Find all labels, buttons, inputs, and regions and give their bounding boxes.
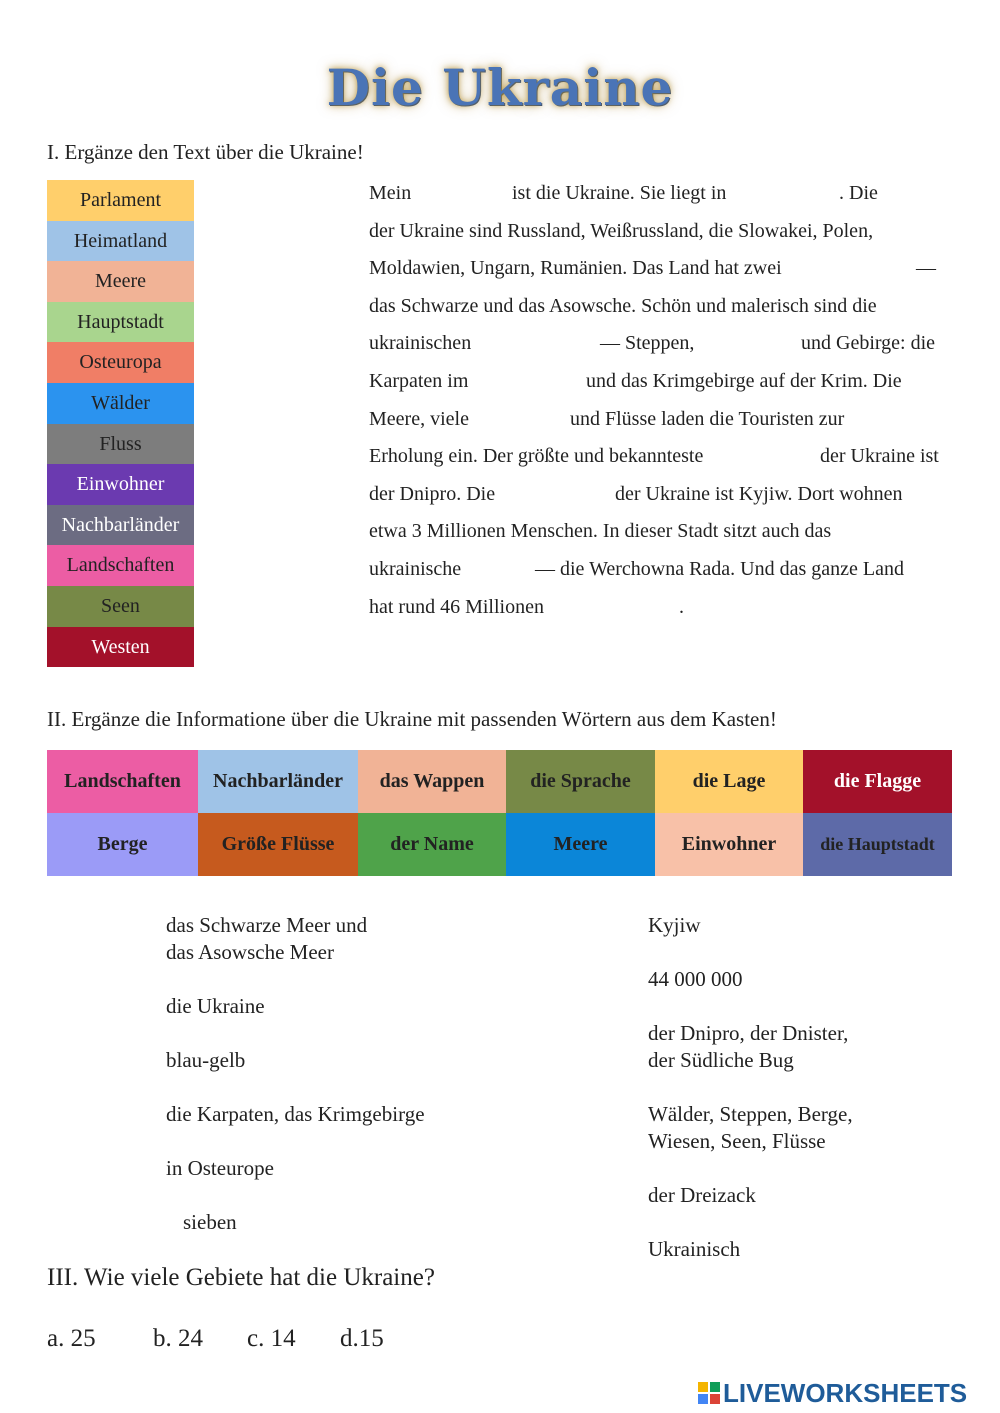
text-segment: Moldawien, Ungarn, Rumänien. Das Land hat zwei [369,257,782,280]
text-segment: hat rund 46 Millionen [369,595,544,618]
info-item[interactable] [166,1101,425,1128]
answer-option-b[interactable]: b. 24 [153,1325,203,1352]
category-cell: Größe Flüsse [198,813,358,876]
category-cell: Nachbarländer [198,750,358,813]
info-line: das Schwarze Meer und [166,913,368,937]
info-line: Ukrainisch [648,1237,741,1261]
info-item[interactable] [648,1182,756,1209]
text-line [369,325,969,363]
category-row [47,750,952,813]
text-line [369,438,969,476]
text-line [369,513,969,551]
info-line: die Ukraine [166,994,265,1018]
text-line [369,589,969,627]
info-line: Wälder, Steppen, Berge, [648,1102,853,1126]
word-bank-item[interactable]: Einwohner [47,464,194,505]
text-segment: ukrainische [369,557,462,580]
category-cell: die Lage [655,750,803,813]
category-cell: die Flagge [803,750,952,813]
section-2-heading: II. Ergänze die Informatione über die Ukraine mit passenden Wörtern aus dem Kasten! [47,707,777,731]
category-cell: Einwohner [655,813,803,876]
word-bank-item[interactable]: Parlament [47,180,194,221]
text-line [369,363,969,401]
text-segment: Mein [369,182,412,204]
liveworksheets-logo [697,1378,967,1408]
word-bank-item[interactable]: Nachbarländer [47,505,194,546]
info-item[interactable] [166,912,367,966]
word-bank-item[interactable]: Meere [47,261,194,302]
info-line: Kyjiw [648,913,701,937]
text-segment: Erholung ein. Der größte und bekannteste [369,445,704,468]
text-line [369,551,969,589]
text-line [369,175,969,213]
answer-option-c[interactable]: c. 14 [247,1325,296,1352]
word-bank-item[interactable]: Fluss [47,424,194,465]
category-cell: die Hauptstadt [803,813,952,876]
answer-option-d[interactable]: d.15 [340,1325,384,1352]
word-bank-item[interactable]: Wälder [47,383,194,424]
text-segment: . [679,595,684,618]
info-line: in Osteurope [166,1156,274,1180]
text-line [369,213,969,251]
text-segment: und Flüsse laden die Touristen zur [570,407,845,430]
category-row [47,813,952,876]
info-item[interactable] [648,1101,853,1155]
text-segment: — die Werchowna Rada. Und das ganze Land [535,557,905,580]
text-segment: . Die [839,182,878,204]
category-cell: Meere [506,813,655,876]
info-item[interactable] [166,1047,245,1074]
category-cell: die Sprache [506,750,655,813]
info-line: der Dreizack [648,1183,756,1207]
text-segment: Meere, viele [369,407,469,430]
word-bank-item[interactable]: Hauptstadt [47,302,194,343]
text-segment: der Ukraine ist [820,445,939,468]
text-segment: Karpaten im [369,369,469,392]
info-item[interactable] [166,993,265,1020]
section-1-heading: I. Ergänze den Text über die Ukraine! [47,140,364,164]
word-bank-item[interactable]: Osteuropa [47,342,194,383]
text-line [369,476,969,514]
info-line: das Asowsche Meer [166,940,334,964]
text-segment: — Steppen, [600,332,695,355]
info-line: 44 000 000 [648,967,743,991]
info-item[interactable] [648,1236,740,1263]
text-line [369,401,969,439]
info-item[interactable] [166,1155,274,1182]
info-line: der Dnipro, der Dnister, [648,1021,849,1045]
category-cell: Landschaften [47,750,198,813]
question-3: III. Wie viele Gebiete hat die Ukraine? [47,1264,435,1291]
word-bank-item[interactable]: Westen [47,627,194,668]
word-bank-item[interactable]: Heimatland [47,221,194,262]
liveworksheets-logo-icon [697,1381,721,1405]
text-segment: der Ukraine ist Kyjiw. Dort wohnen [615,482,903,505]
info-item[interactable] [648,912,701,939]
word-bank-item[interactable]: Seen [47,586,194,627]
info-line: der Südliche Bug [648,1048,794,1072]
category-cell: das Wappen [358,750,506,813]
text-segment: der Dnipro. Die [369,482,496,505]
logo-text: LIVEWORKSHEETS [723,1377,968,1408]
text-segment: und Gebirge: die [801,332,936,355]
text-segment: ist die Ukraine. Sie liegt in [512,182,727,204]
info-line: Wiesen, Seen, Flüsse [648,1129,826,1153]
text-segment: etwa 3 Millionen Menschen. In dieser Stadt sitzt auch das [369,520,832,543]
answer-option-a[interactable]: a. 25 [47,1325,96,1352]
cloze-text [369,175,969,626]
category-table [47,750,952,876]
text-segment: das Schwarze und das Asowsche. Schön und malerisch sind die [369,294,877,317]
info-item[interactable] [648,1020,848,1074]
info-item[interactable] [648,966,743,993]
word-bank-item[interactable]: Landschaften [47,545,194,586]
text-segment: und das Krimgebirge auf der Krim. Die [586,369,902,392]
text-line [369,288,969,326]
text-line [369,250,969,288]
text-segment: ukrainischen [369,332,472,355]
info-line: sieben [183,1210,237,1234]
text-segment: — [916,257,936,280]
text-segment: der Ukraine sind Russland, Weißrussland, die Slowakei, Polen, [369,219,874,242]
info-line: blau-gelb [166,1048,246,1072]
page-title: Die Ukraine [326,58,674,117]
word-bank [47,180,194,667]
info-item[interactable] [183,1209,237,1236]
info-line: die Karpaten, das Krimgebirge [166,1102,425,1126]
category-cell: Berge [47,813,198,876]
category-cell: der Name [358,813,506,876]
